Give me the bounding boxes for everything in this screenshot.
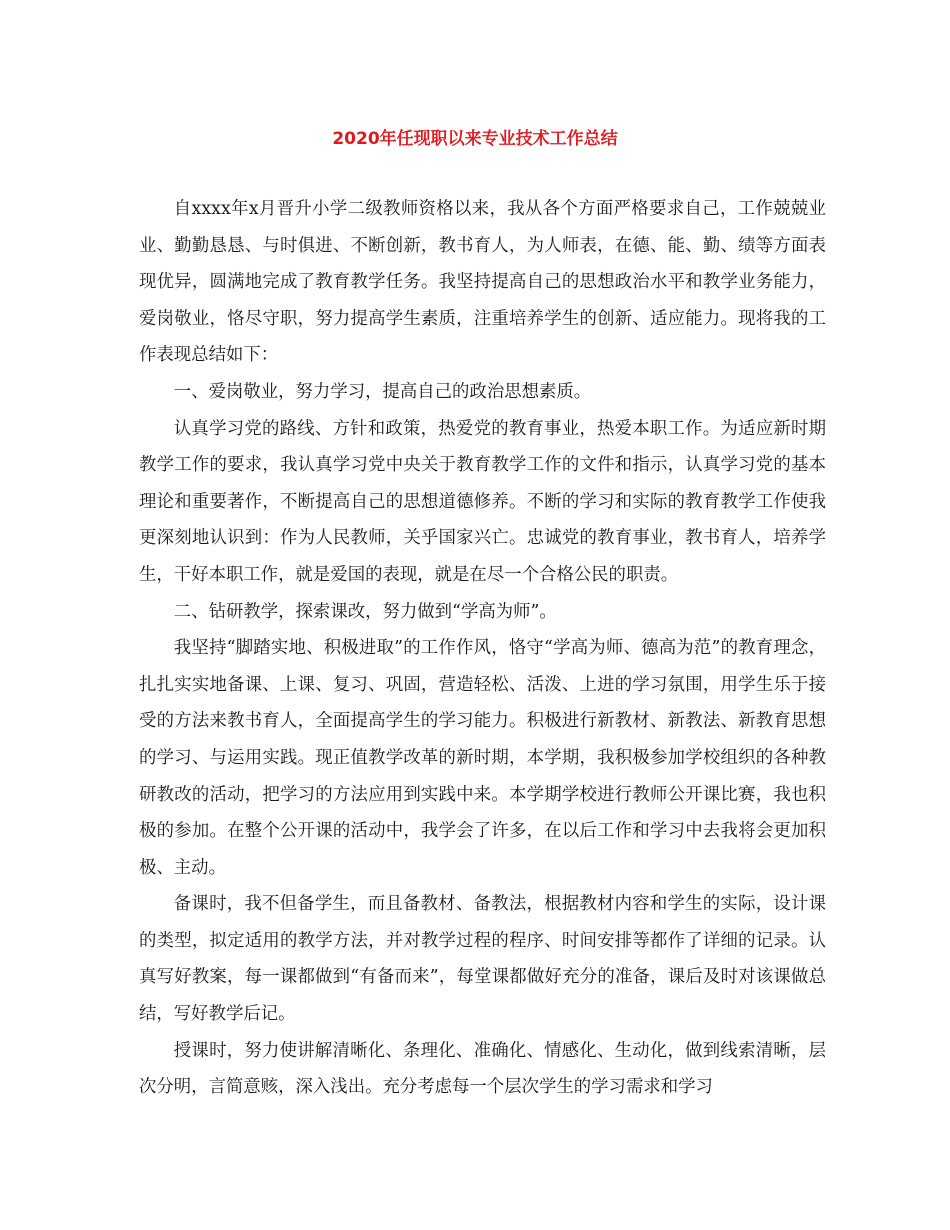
section-heading: 二、钻研教学，探索课改，努力做到“学高为师”。 [173,601,557,622]
section-heading: 一、爱岗敬业，努力学习，提高自己的政治思想素质。 [173,381,592,402]
paragraph: 自xxxx年x月晋升小学二级教师资格以来，我从各个方面严格要求自己，工作兢兢业业、勤勤恳恳、与时俱进、不断创新，教书育人，为人师表，在德、能、勤、绩等方面表现优异，圆满地完成了教育教学任务。我坚持提高自己的思想政治水平和教学业务能力，爱岗敬业，恪尽守职，努力提高学生素质，注重培养学生的创新、适应能力。现将我的工作表现总结如下： [139,199,826,366]
paragraph: 授课时，努力使讲解清晰化、条理化、准确化、情感化、生动化，做到线索清晰，层次分明，言简意赅，深入浅出。充分考虑每一个层次学生的学习需求和学习 [139,1040,826,1098]
paragraph: 备课时，我不但备学生，而且备教材、备教法，根据教材内容和学生的实际，设计课的类型，拟定适用的教学方法，并对教学过程的程序、时间安排等都作了详细的记录。认真写好教案，每一课都做到“有备而来”，每堂课都做好充分的准备，课后及时对该课做总结，写好教学后记。 [139,894,826,1025]
document-title: 2020年任现职以来专业技术工作总结 [332,129,618,149]
document-body [139,191,826,1106]
paragraph: 认真学习党的路线、方针和政策，热爱党的教育事业，热爱本职工作。为适应新时期教学工作的要求，我认真学习党中央关于教育教学工作的文件和指示，认真学习党的基本理论和重要著作，不断提高自己的思想道德修养。不断的学习和实际的教育教学工作使我更深刻地认识到：作为人民教师，关乎国家兴亡。忠诚党的教育事业，教书育人，培养学生，干好本职工作，就是爱国的表现，就是在尽一个合格公民的职责。 [139,418,826,585]
paragraph: 我坚持“脚踏实地、积极进取”的工作作风，恪守“学高为师、德高为范”的教育理念，扎扎实实地备课、上课、复习、巩固，营造轻松、活泼、上进的学习氛围，用学生乐于接受的方法来教书育人，全面提高学生的学习能力。积极进行新教材、新教法、新教育思想的学习、与运用实践。现正值教学改革的新时期，本学期，我积极参加学校组织的各种教研教改的活动，把学习的方法应用到实践中来。本学期学校进行教师公开课比赛，我也积极的参加。在整个公开课的活动中，我学会了许多，在以后工作和学习中去我将会更加积极、主动。 [139,638,826,878]
